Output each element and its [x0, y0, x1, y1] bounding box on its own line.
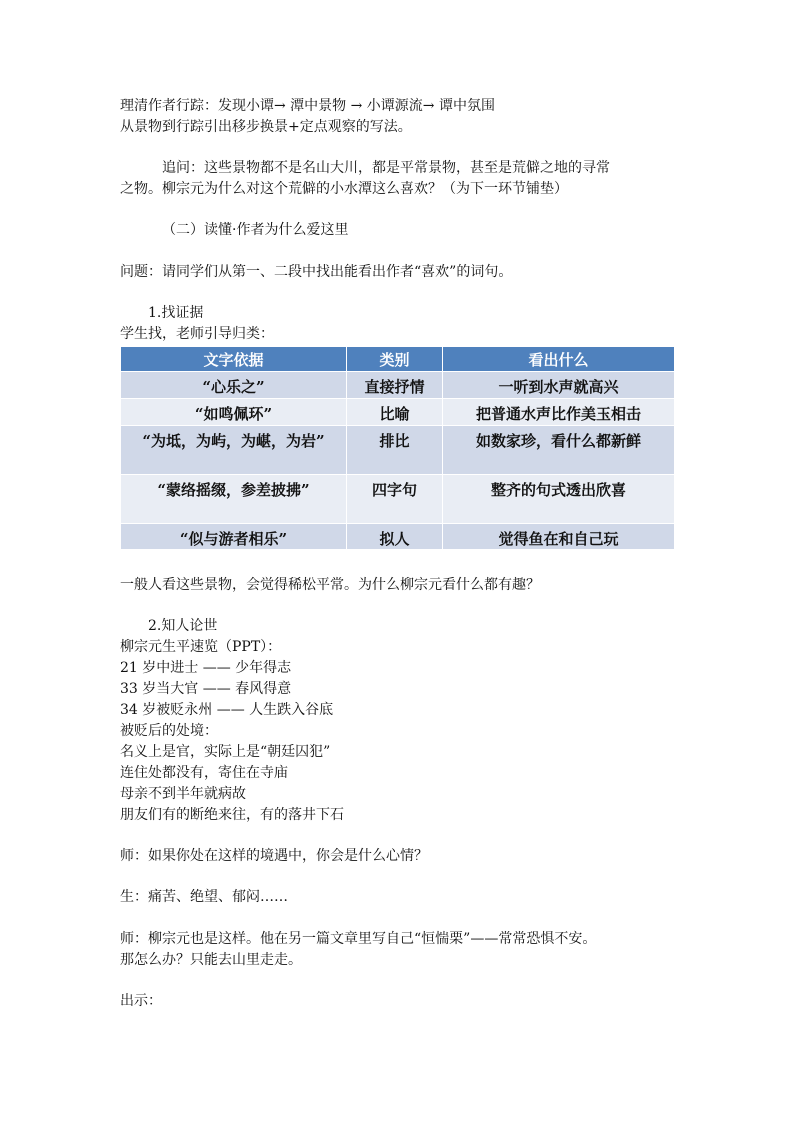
- teacher-question: 师：如果你处在这样的境遇中，你会是什么心情？: [120, 848, 428, 864]
- table-header-row: [121, 347, 675, 372]
- question: 问题：请同学们从第一、二段中找出能看出作者“喜欢”的词句。: [120, 264, 513, 280]
- exile-item: 母亲不到半年就病故: [120, 786, 246, 802]
- cell-evidence: “似与游者相乐”: [121, 524, 347, 550]
- cell-evidence: “为坻，为屿，为嵁，为岩”: [121, 426, 347, 475]
- cell-evidence: “蒙络摇缀，参差披拂”: [121, 475, 347, 524]
- table-row: [121, 524, 675, 550]
- exile-title: 被贬后的处境：: [120, 723, 218, 739]
- exile-item: 连住处都没有，寄住在寺庙: [120, 765, 288, 781]
- table-row: [121, 475, 675, 524]
- evidence-table: [120, 346, 675, 550]
- step1-heading: 1.找证据: [148, 305, 204, 321]
- bio-item: 34 岁被贬永州 —— 人生跌入谷底: [120, 702, 334, 718]
- cell-category: 拟人: [347, 524, 443, 550]
- teacher-reply-2: 那怎么办？只能去山里走走。: [120, 952, 302, 968]
- student-answer: 生：痛苦、绝望、郁闷……: [120, 889, 288, 905]
- exile-item: 朋友们有的断绝来往，有的落井下石: [120, 807, 344, 823]
- cell-insight: 觉得鱼在和自己玩: [443, 524, 675, 550]
- header-insight: 看出什么: [443, 347, 675, 372]
- cell-evidence: “心乐之”: [121, 372, 347, 399]
- table-row: [121, 372, 675, 399]
- header-category: 类别: [347, 347, 443, 372]
- cell-insight: 如数家珍，看什么都新鲜: [443, 426, 675, 475]
- cell-insight: 一听到水声就高兴: [443, 372, 675, 399]
- bio-item: 33 岁当大官 —— 春风得意: [120, 681, 292, 697]
- cell-category: 直接抒情: [347, 372, 443, 399]
- followup-question-1: 追问：这些景物都不是名山大川，都是平常景物，甚至是荒僻之地的寻常: [162, 160, 610, 176]
- teacher-reply-1: 师：柳宗元也是这样。他在另一篇文章里写自己“恒惴栗”——常常恐惧不安。: [120, 931, 597, 947]
- step2-heading: 2.知人论世: [148, 618, 218, 634]
- followup-question-2: 之物。柳宗元为什么对这个荒僻的小水潭这么喜欢？（为下一环节铺垫）: [120, 181, 568, 197]
- cell-category: 四字句: [347, 475, 443, 524]
- bio-title: 柳宗元生平速览（PPT）：: [120, 639, 282, 655]
- table-row: [121, 426, 675, 475]
- cell-evidence: “如鸣佩环”: [121, 399, 347, 426]
- trace-line: 理清作者行踪：发现小谭→ 潭中景物 → 小谭源流→ 谭中氛围: [120, 98, 495, 114]
- step1-intro: 学生找，老师引导归类：: [120, 326, 274, 342]
- cell-insight: 把普通水声比作美玉相击: [443, 399, 675, 426]
- ordinary-question: 一般人看这些景物，会觉得稀松平常。为什么柳宗元看什么都有趣？: [120, 577, 540, 593]
- header-evidence: 文字依据: [121, 347, 347, 372]
- cell-insight: 整齐的句式透出欣喜: [443, 475, 675, 524]
- show-label: 出示：: [120, 993, 162, 1009]
- section-heading: （二）读懂·作者为什么爱这里: [162, 222, 349, 238]
- bio-item: 21 岁中进士 —— 少年得志: [120, 660, 292, 676]
- cell-category: 比喻: [347, 399, 443, 426]
- method-line: 从景物到行踪引出移步换景+定点观察的写法。: [120, 119, 412, 135]
- table-row: [121, 399, 675, 426]
- exile-item: 名义上是官，实际上是“朝廷囚犯”: [120, 744, 331, 760]
- cell-category: 排比: [347, 426, 443, 475]
